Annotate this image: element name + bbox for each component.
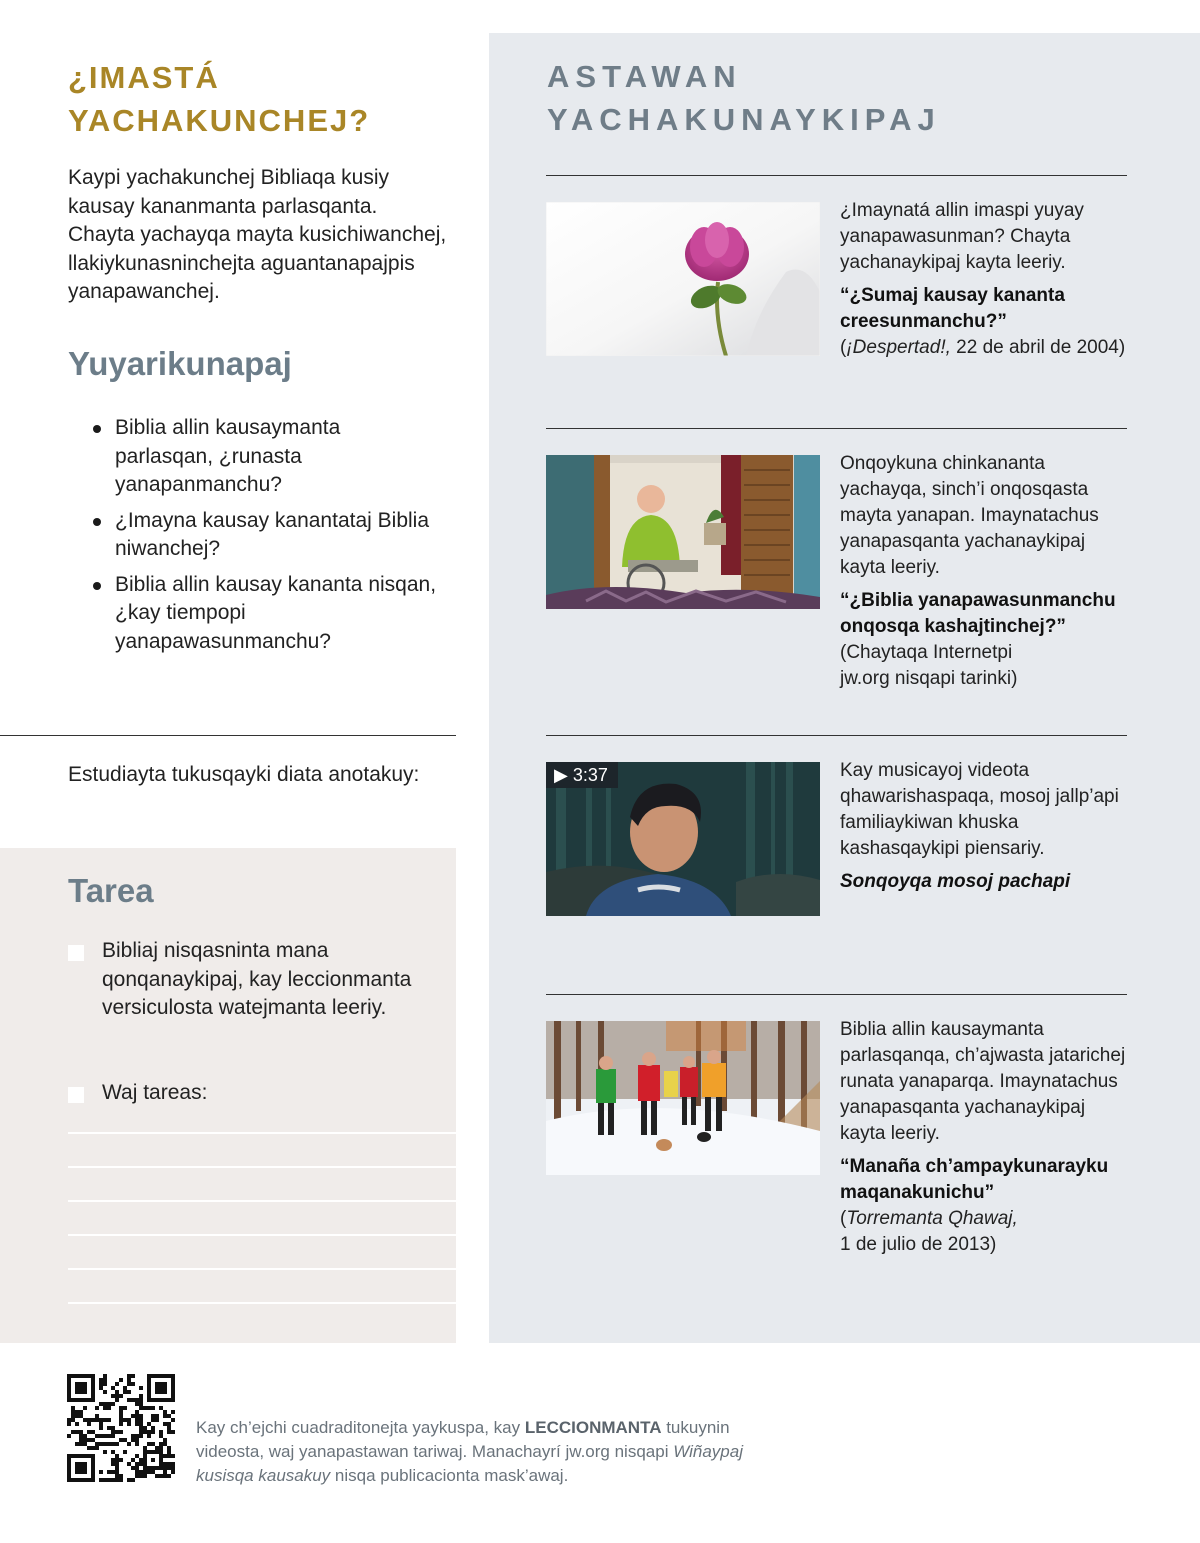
lesson-summary-title [68, 56, 448, 142]
study-date-label: Estudiayta tukusqayki diata anotakuy: [68, 763, 420, 786]
footer-text-bold: LECCIONMANTA [524, 1418, 662, 1437]
divider [546, 175, 1127, 176]
footer-note [196, 1416, 796, 1488]
citation-paren: ( [840, 1208, 847, 1229]
entry-description: ¿Imaynatá allin imaspi yuyay yanapawasunman? Chayta yachanaykipaj kayta leeriy. [840, 200, 1084, 273]
divider [0, 735, 456, 736]
title-line-1: ASTAWAN [547, 59, 742, 94]
further-study-panel [489, 33, 1200, 1343]
resource-entry [840, 198, 1130, 361]
title-line-1: ¿IMASTÁ [68, 60, 220, 95]
divider [546, 428, 1127, 429]
publication-date: 1 de julio de 2013) [840, 1234, 997, 1255]
publication-name: ¡Despertad!, [846, 337, 951, 358]
homework-task [68, 937, 448, 1023]
article-title-link[interactable]: “¿Biblia yanapawasunmanchu onqosqa kashajtinchej?” [840, 590, 1116, 637]
video-duration-badge [546, 762, 618, 788]
qr-code[interactable] [67, 1374, 175, 1482]
man-at-window-image[interactable] [546, 455, 820, 609]
homework-heading: Tarea [68, 872, 154, 909]
homework-task [68, 1079, 448, 1108]
writing-line[interactable] [68, 1200, 456, 1202]
source-citation: jw.org nisqapi tarinki) [840, 668, 1018, 689]
entry-description: Onqoykuna chinkananta yachayqa, sinch’i onqosqasta mayta yanapan. Imaynatachus yanapasqanta yachanaykipaj kayta leeriy. [840, 453, 1099, 578]
summary-paragraph: Kaypi yachakunchej Bibliaqa kusiy kausay kananmanta parlasqanta. Chayta yachayqa mayta kusichiwanchej, llakiykunasninchejta aguantanapajpis yanapawanchej. [68, 166, 447, 303]
source-citation [840, 335, 1130, 361]
publication-name: Torremanta Qhawaj, [846, 1208, 1018, 1229]
writing-line[interactable] [68, 1132, 456, 1134]
title-line-2: YACHAKUNCHEJ? [68, 103, 371, 138]
flower-image[interactable] [546, 202, 820, 356]
checkbox[interactable] [68, 1087, 84, 1103]
resource-entry [840, 1017, 1130, 1258]
homework-task-text: Waj tareas: [102, 1081, 208, 1104]
divider [546, 994, 1127, 995]
footer-publication-title: Wiñaypaj kusisqa kausakuy [196, 1442, 743, 1485]
family-walking-image[interactable] [546, 1021, 820, 1175]
checkbox[interactable] [68, 945, 84, 961]
article-title-link[interactable]: “Manaña ch’ampaykunarayku maqanakunichu” [840, 1156, 1109, 1203]
review-heading: Yuyarikunapaj [68, 345, 292, 382]
homework-task-text: Bibliaj nisqasninta mana qonqanaykipaj, kay leccionmanta versiculosta watejmanta leeriy. [102, 939, 412, 1019]
review-questions [92, 414, 442, 663]
writing-line[interactable] [68, 1268, 456, 1270]
left-column [0, 0, 456, 1343]
footer-text-part: nisqa publicacionta mask’awaj. [330, 1466, 569, 1485]
title-line-2: YACHAKUNAYKIPAJ [547, 102, 941, 137]
writing-line[interactable] [68, 1234, 456, 1236]
man-in-wheelchair-illustration [546, 455, 820, 609]
citation-paren: ( [840, 337, 847, 358]
source-citation: (Chaytaqa Internetpi [840, 642, 1013, 663]
entry-description: Biblia allin kausaymanta parlasqanqa, ch’ajwasta jatarichej runata yanaparqa. Imaynatachus yanapasqanta yachanaykipaj kayta leeriy. [840, 1019, 1126, 1144]
review-question: ¿Imayna kausay kanantataj Biblia niwanchej? [92, 507, 442, 564]
further-study-title [547, 55, 941, 141]
entry-description: Kay musicayoj videota qhawarishaspaqa, mosoj jallp’api familiaykiwan khuska kashasqaykipi piensariy. [840, 760, 1119, 859]
writing-line[interactable] [68, 1166, 456, 1168]
divider [546, 735, 1127, 736]
publication-date: 22 de abril de 2004) [950, 337, 1126, 358]
video-title-link[interactable]: Sonqoyqa mosoj pachapi [840, 871, 1071, 892]
review-question: Biblia allin kausaymanta parlasqan, ¿runasta yanapanmanchu? [92, 414, 442, 500]
qr-code-icon [67, 1374, 175, 1482]
footer-text-part: tukuynin videosta, waj yanapastawan tariwaj. Manachayrí jw.org nisqapi [196, 1418, 730, 1461]
resource-entry [840, 758, 1130, 895]
video-thumbnail[interactable] [546, 762, 820, 916]
article-title-link[interactable]: “¿Sumaj kausay kananta creesunmanchu?” [840, 285, 1065, 332]
homework-panel [0, 848, 456, 1343]
family-in-snow-illustration [546, 1021, 820, 1175]
footer-text-part: Kay ch’ejchi cuadraditonejta yaykuspa, kay [196, 1418, 525, 1437]
flower-illustration [546, 202, 820, 356]
video-duration: 3:37 [572, 765, 608, 785]
writing-line[interactable] [68, 1302, 456, 1304]
play-icon: ▶ [554, 765, 568, 785]
resource-entry [840, 451, 1130, 692]
review-question: Biblia allin kausay kananta nisqan, ¿kay tiempopi yanapawasunmanchu? [92, 571, 442, 657]
source-citation [840, 1206, 1130, 1232]
